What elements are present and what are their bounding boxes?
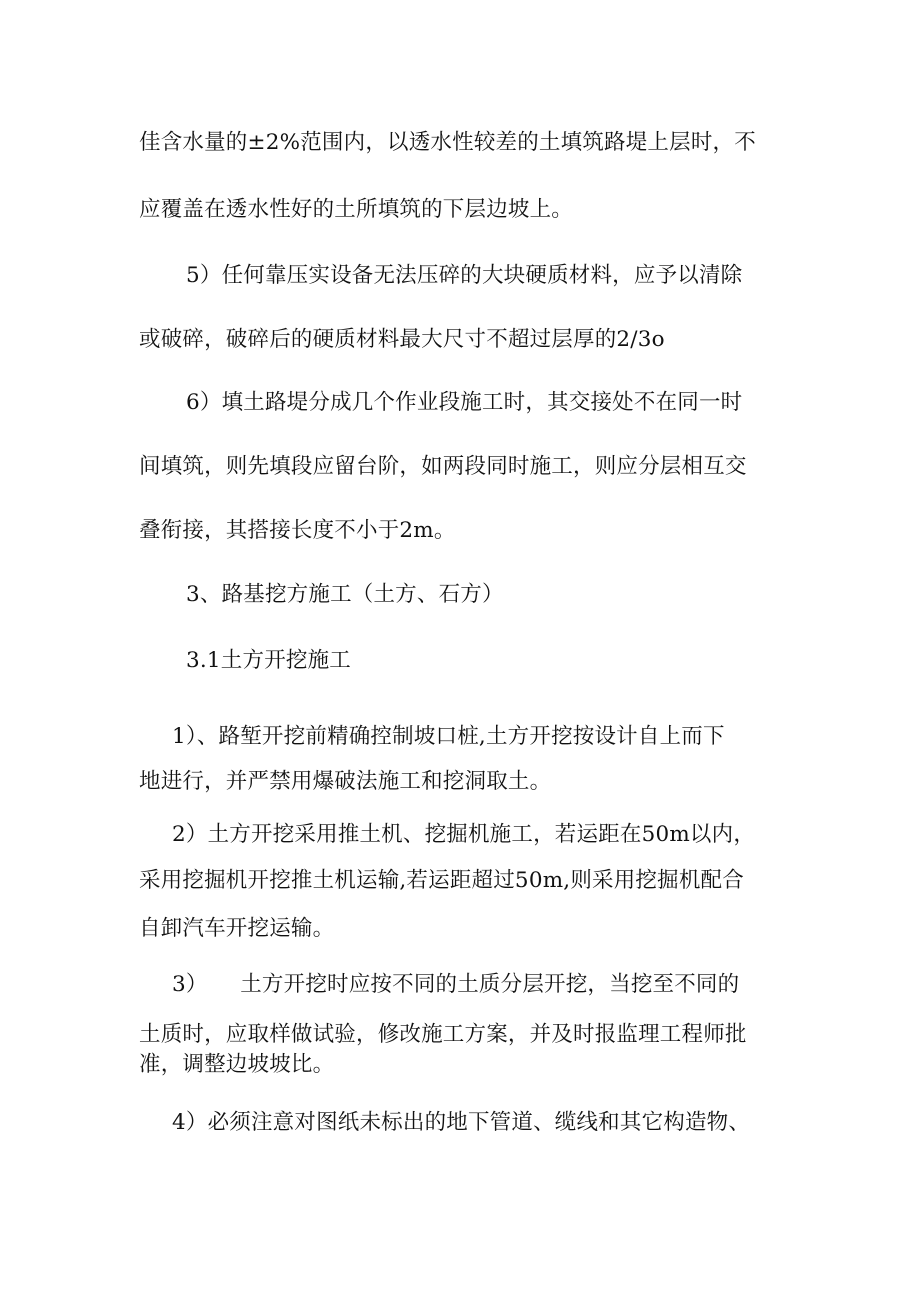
text-line: 采用挖掘机开挖推土机运输,若运距超过50m,则采用挖掘机配合 bbox=[139, 868, 744, 893]
text-line: 地进行，并严禁用爆破法施工和挖洞取土。 bbox=[139, 769, 552, 794]
text-line: 或破碎，破碎后的硬质材料最大尺寸不超过层厚的2/3o bbox=[139, 327, 665, 352]
subsection-heading: 3.1土方开挖施工 bbox=[186, 648, 351, 673]
text-line: 间填筑，则先填段应留台阶，如两段同时施工，则应分层相互交 bbox=[139, 454, 747, 479]
text-line: 4）必须注意对图纸未标出的地下管道、缆线和其它构造物、 bbox=[172, 1110, 751, 1135]
text-line: 3） 土方开挖时应按不同的土质分层开挖，当挖至不同的 bbox=[172, 972, 740, 997]
text-line: 1）、路堑开挖前精确控制坡口桩,土方开挖按设计自上而下 bbox=[172, 724, 725, 749]
text-line: 准，调整边坡坡比。 bbox=[139, 1052, 335, 1077]
text-line: 土质时，应取样做试验，修改施工方案，并及时报监理工程师批 bbox=[139, 1022, 747, 1047]
text-line: 6）填土路堤分成几个作业段施工时，其交接处不在同一时 bbox=[186, 390, 743, 415]
text-line: 5）任何靠压实设备无法压碎的大块硬质材料，应予以清除 bbox=[186, 263, 743, 288]
text-line: 2）土方开挖采用推土机、挖掘机施工，若运距在50m以内， bbox=[172, 822, 756, 847]
text-line: 自卸汽车开挖运输。 bbox=[139, 916, 335, 941]
text-line: 应覆盖在透水性好的土所填筑的下层边坡上。 bbox=[139, 197, 574, 222]
text-line: 佳含水量的±2%范围内，以透水性较差的土填筑路堤上层时，不 bbox=[139, 130, 756, 155]
section-heading: 3、路基挖方施工（土方、石方） bbox=[186, 582, 504, 607]
text-line: 叠衔接，其搭接长度不小于2m。 bbox=[139, 518, 456, 543]
